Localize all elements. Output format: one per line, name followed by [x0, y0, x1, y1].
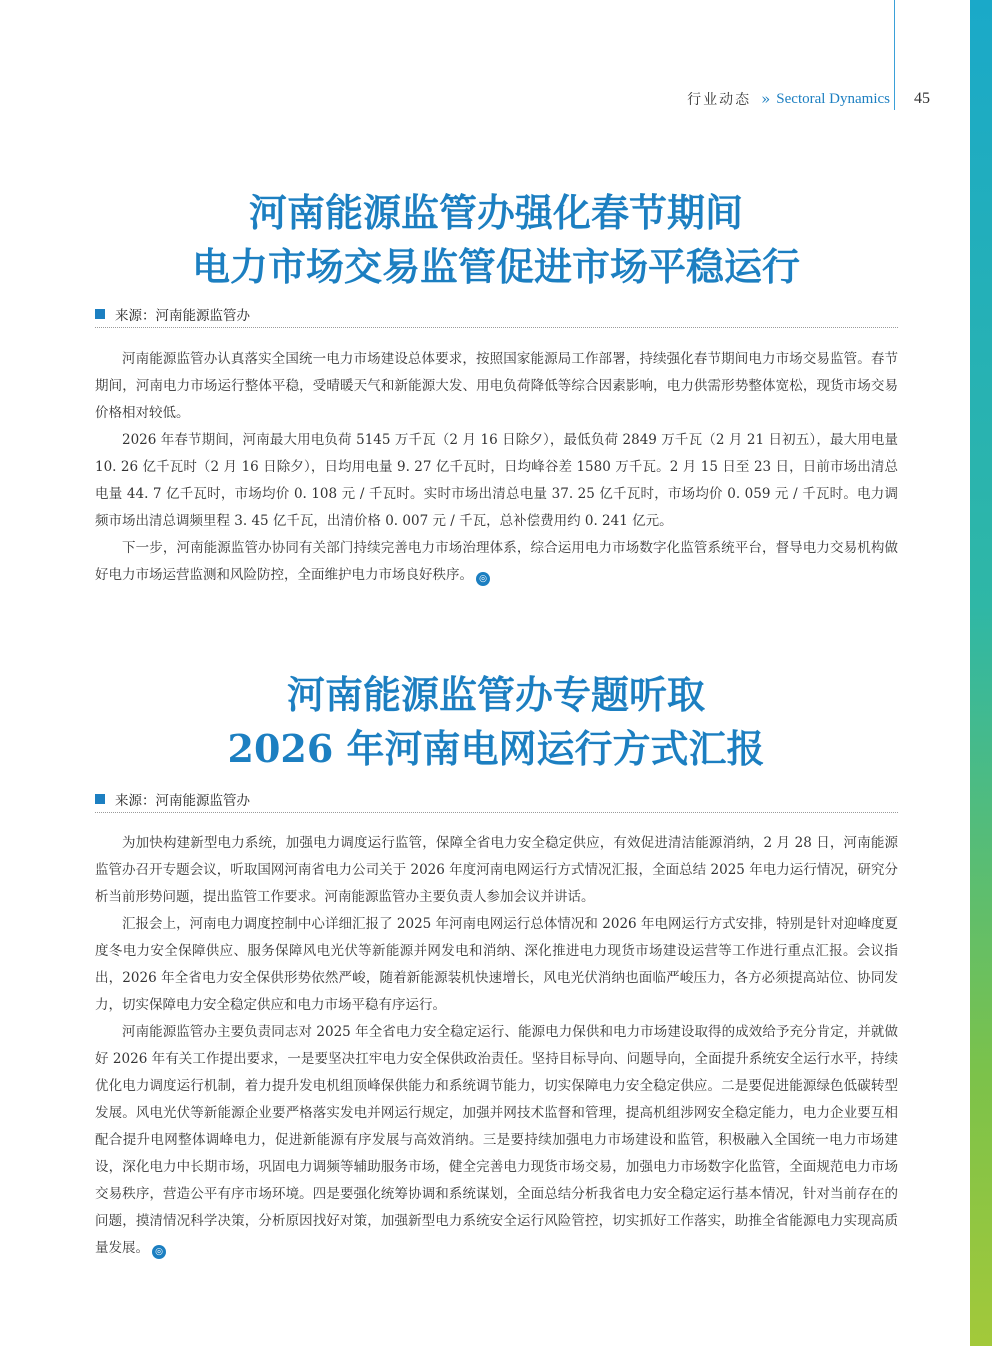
article2-source-text: 来源：河南能源监管办: [115, 793, 250, 809]
chevron-right-icon: »: [761, 90, 771, 108]
end-mark-icon: ◎: [476, 572, 490, 586]
side-color-bar: [970, 0, 992, 1346]
article2-paragraph: 汇报会上，河南电力调度控制中心详细汇报了 2025 年河南电网运行总体情况和 2026 年电网运行方式安排，特别是针对迎峰度夏度冬电力安全保障供应、服务保障风电光伏等新能源并网发电和消纳、深化推进电力现货市场建设运营等工作进行重点汇报。会议指出，2026 年全省电力安全保供形势依然严峻，随着新能源装机快速增长，风电光伏消纳也面临严峻压力，各方必须提高站位、协同发力，切实保障电力安全稳定供应和电力市场平稳有序运行。: [95, 916, 898, 1013]
section-name-cn: 行业动态: [687, 92, 752, 108]
article1-paragraph: 2026 年春节期间，河南最大用电负荷 5145 万千瓦（2 月 16 日除夕），最低负荷 2849 万千瓦（2 月 21 日初五），最大用电量 10. 26 亿千瓦时（2 月 16 日除夕），日均用电量 9. 27 亿千瓦时，日均峰谷差 1580 万千瓦。2 月 15 日至 23 日，日前市场出清总电量 44. 7 亿千瓦时，市场均价 0. 108 元 / 千瓦时。实时市场出清总电量 37. 25 亿千瓦时，市场均价 0. 059 元 / 千瓦时。电力调频市场出清总调频里程 3. 45 亿千瓦，出清价格 0. 007 元 / 千瓦，总补偿费用约 0. 241 亿元。: [95, 432, 898, 529]
article2-source: [95, 786, 898, 813]
article1-paragraph: [95, 535, 898, 589]
article1-source-text: 来源：河南能源监管办: [115, 308, 250, 324]
article2-title-line2: 2026 年河南电网运行方式汇报: [227, 726, 765, 771]
article2-title: [60, 668, 932, 776]
article1-source: [95, 301, 898, 328]
source-marker-icon: [95, 309, 105, 319]
source-marker-icon: [95, 794, 105, 804]
article2-paragraph-text: 河南能源监管办主要负责同志对 2025 年全省电力安全稳定运行、能源电力保供和电力市场建设取得的成效给予充分肯定，并就做好 2026 年有关工作提出要求，一是要坚决扛牢电力安全保供政治责任。坚持目标导向、问题导向，全面提升系统安全运行水平，持续优化电力调度运行机制，着力提升发电机组顶峰保供能力和系统调节能力，切实保障电力安全稳定供应。二是要促进能源绿色低碳转型发展。风电光伏等新能源企业要严格落实发电并网运行规定，加强并网技术监督和管理，提高机组涉网安全稳定能力，电力企业要互相配合提升电网整体调峰电力，促进新能源有序发展与高效消纳。三是要持续加强电力市场建设和监管，积极融入全国统一电力市场建设，深化电力中长期市场，巩固电力调频等辅助服务市场，健全完善电力现货市场交易，加强电力市场数字化监管，全面规范电力市场交易秩序，营造公平有序市场环境。四是要强化统筹协调和系统谋划，全面总结分析我省电力安全稳定运行基本情况，针对当前存在的问题，摸清情况科学决策，分析原因找好对策，加强新型电力系统安全运行风险管控，切实抓好工作落实，助推全省能源电力实现高质量发展。: [95, 1024, 898, 1256]
page-header: [687, 89, 930, 109]
article1-paragraph: 河南能源监管办认真落实全国统一电力市场建设总体要求，按照国家能源局工作部署，持续强化春节期间电力市场交易监管。春节期间，河南电力市场运行整体平稳，受晴暖天气和新能源大发、用电负荷降低等综合因素影响，电力供需形势整体宽松，现货市场交易价格相对较低。: [95, 351, 898, 421]
article2-paragraph: 为加快构建新型电力系统，加强电力调度运行监管，保障全省电力安全稳定供应，有效促进清洁能源消纳，2 月 28 日，河南能源监管办召开专题会议，听取国网河南省电力公司关于 2026 年度河南电网运行方式情况汇报，全面总结 2025 年电力运行情况，研究分析当前形势问题，提出监管工作要求。河南能源监管办主要负责人参加会议并讲话。: [95, 835, 898, 905]
article1-body: [95, 346, 898, 589]
article1-title-line1: 河南能源监管办强化春节期间: [248, 190, 743, 235]
article1-title: [60, 186, 932, 294]
article2-paragraph: [95, 1019, 898, 1262]
page-number: 45: [914, 90, 930, 107]
article1-title-line2: 电力市场交易监管促进市场平稳运行: [191, 244, 800, 289]
section-name-en: Sectoral Dynamics: [776, 90, 890, 107]
article2-body: [95, 830, 898, 1262]
end-mark-icon: ◎: [152, 1245, 166, 1259]
article1-paragraph-text: 下一步，河南能源监管办协同有关部门持续完善电力市场治理体系，综合运用电力市场数字化监管系统平台，督导电力交易机构做好电力市场运营监测和风险防控，全面维护电力市场良好秩序。: [95, 540, 898, 583]
article2-title-line1: 河南能源监管办专题听取: [286, 672, 705, 717]
